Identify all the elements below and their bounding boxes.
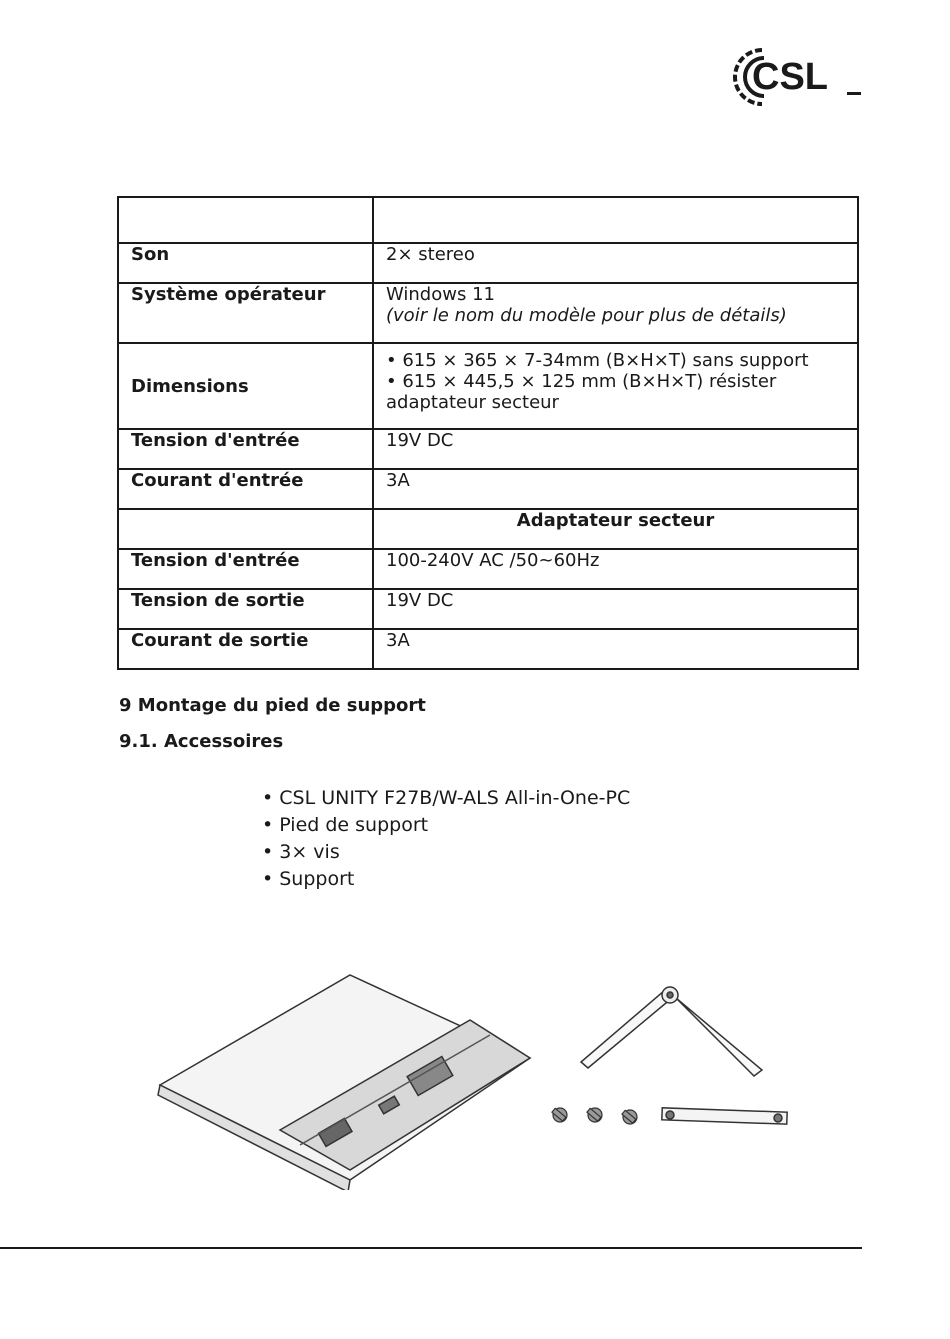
spec-value: 2× stereo xyxy=(373,243,858,283)
spec-value-line: adaptateur secteur xyxy=(386,392,559,413)
spec-value xyxy=(373,197,858,243)
spec-value: 100-240V AC /50~60Hz xyxy=(373,549,858,589)
spec-value xyxy=(373,283,858,343)
logo-text: CSL xyxy=(752,56,828,98)
list-item: • 3× vis xyxy=(262,839,630,866)
bracket-drawing xyxy=(662,1108,787,1124)
spec-value: 19V DC xyxy=(373,429,858,469)
spec-value-line: • 615 × 365 × 7-34mm (B×H×T) sans support xyxy=(386,350,809,371)
screws-drawing xyxy=(552,1108,637,1124)
specifications-table xyxy=(117,196,859,670)
spec-key: Tension de sortie xyxy=(118,589,373,629)
table-row xyxy=(118,243,858,283)
footer-rule xyxy=(0,1247,862,1249)
accessories-illustration xyxy=(150,970,800,1190)
spec-value-note: (voir le nom du modèle pour plus de détails) xyxy=(386,305,787,326)
subsection-title: 9.1. Accessoires xyxy=(119,731,284,752)
spec-value: 3A xyxy=(373,629,858,669)
table-row xyxy=(118,549,858,589)
monitor-back-drawing xyxy=(158,975,530,1190)
spec-key: Dimensions xyxy=(118,343,373,429)
csl-logo xyxy=(732,44,864,110)
table-row xyxy=(118,283,858,343)
list-item: • Support xyxy=(262,866,630,893)
table-row xyxy=(118,509,858,549)
table-row xyxy=(118,197,858,243)
spec-key: Courant d'entrée xyxy=(118,469,373,509)
stand-foot-drawing xyxy=(581,987,762,1076)
spec-value-line: • 615 × 445,5 × 125 mm (B×H×T) résister xyxy=(386,371,777,392)
spec-key: Courant de sortie xyxy=(118,629,373,669)
list-item: • Pied de support xyxy=(262,812,630,839)
spec-key: Tension d'entrée xyxy=(118,429,373,469)
spec-value xyxy=(373,343,858,429)
spec-value: 19V DC xyxy=(373,589,858,629)
list-item: • CSL UNITY F27B/W-ALS All-in-One-PC xyxy=(262,785,630,812)
section-title: 9 Montage du pied de support xyxy=(119,695,426,716)
table-row xyxy=(118,629,858,669)
spec-key: Son xyxy=(118,243,373,283)
section-header-cell: Adaptateur secteur xyxy=(373,509,858,549)
table-row xyxy=(118,429,858,469)
spec-value: 3A xyxy=(373,469,858,509)
spec-key xyxy=(118,197,373,243)
spec-value-line: Windows 11 xyxy=(386,284,495,305)
spec-key: Système opérateur xyxy=(118,283,373,343)
table-row xyxy=(118,469,858,509)
table-row xyxy=(118,343,858,429)
spec-key xyxy=(118,509,373,549)
accessories-list xyxy=(262,785,630,893)
table-row xyxy=(118,589,858,629)
spec-key: Tension d'entrée xyxy=(118,549,373,589)
